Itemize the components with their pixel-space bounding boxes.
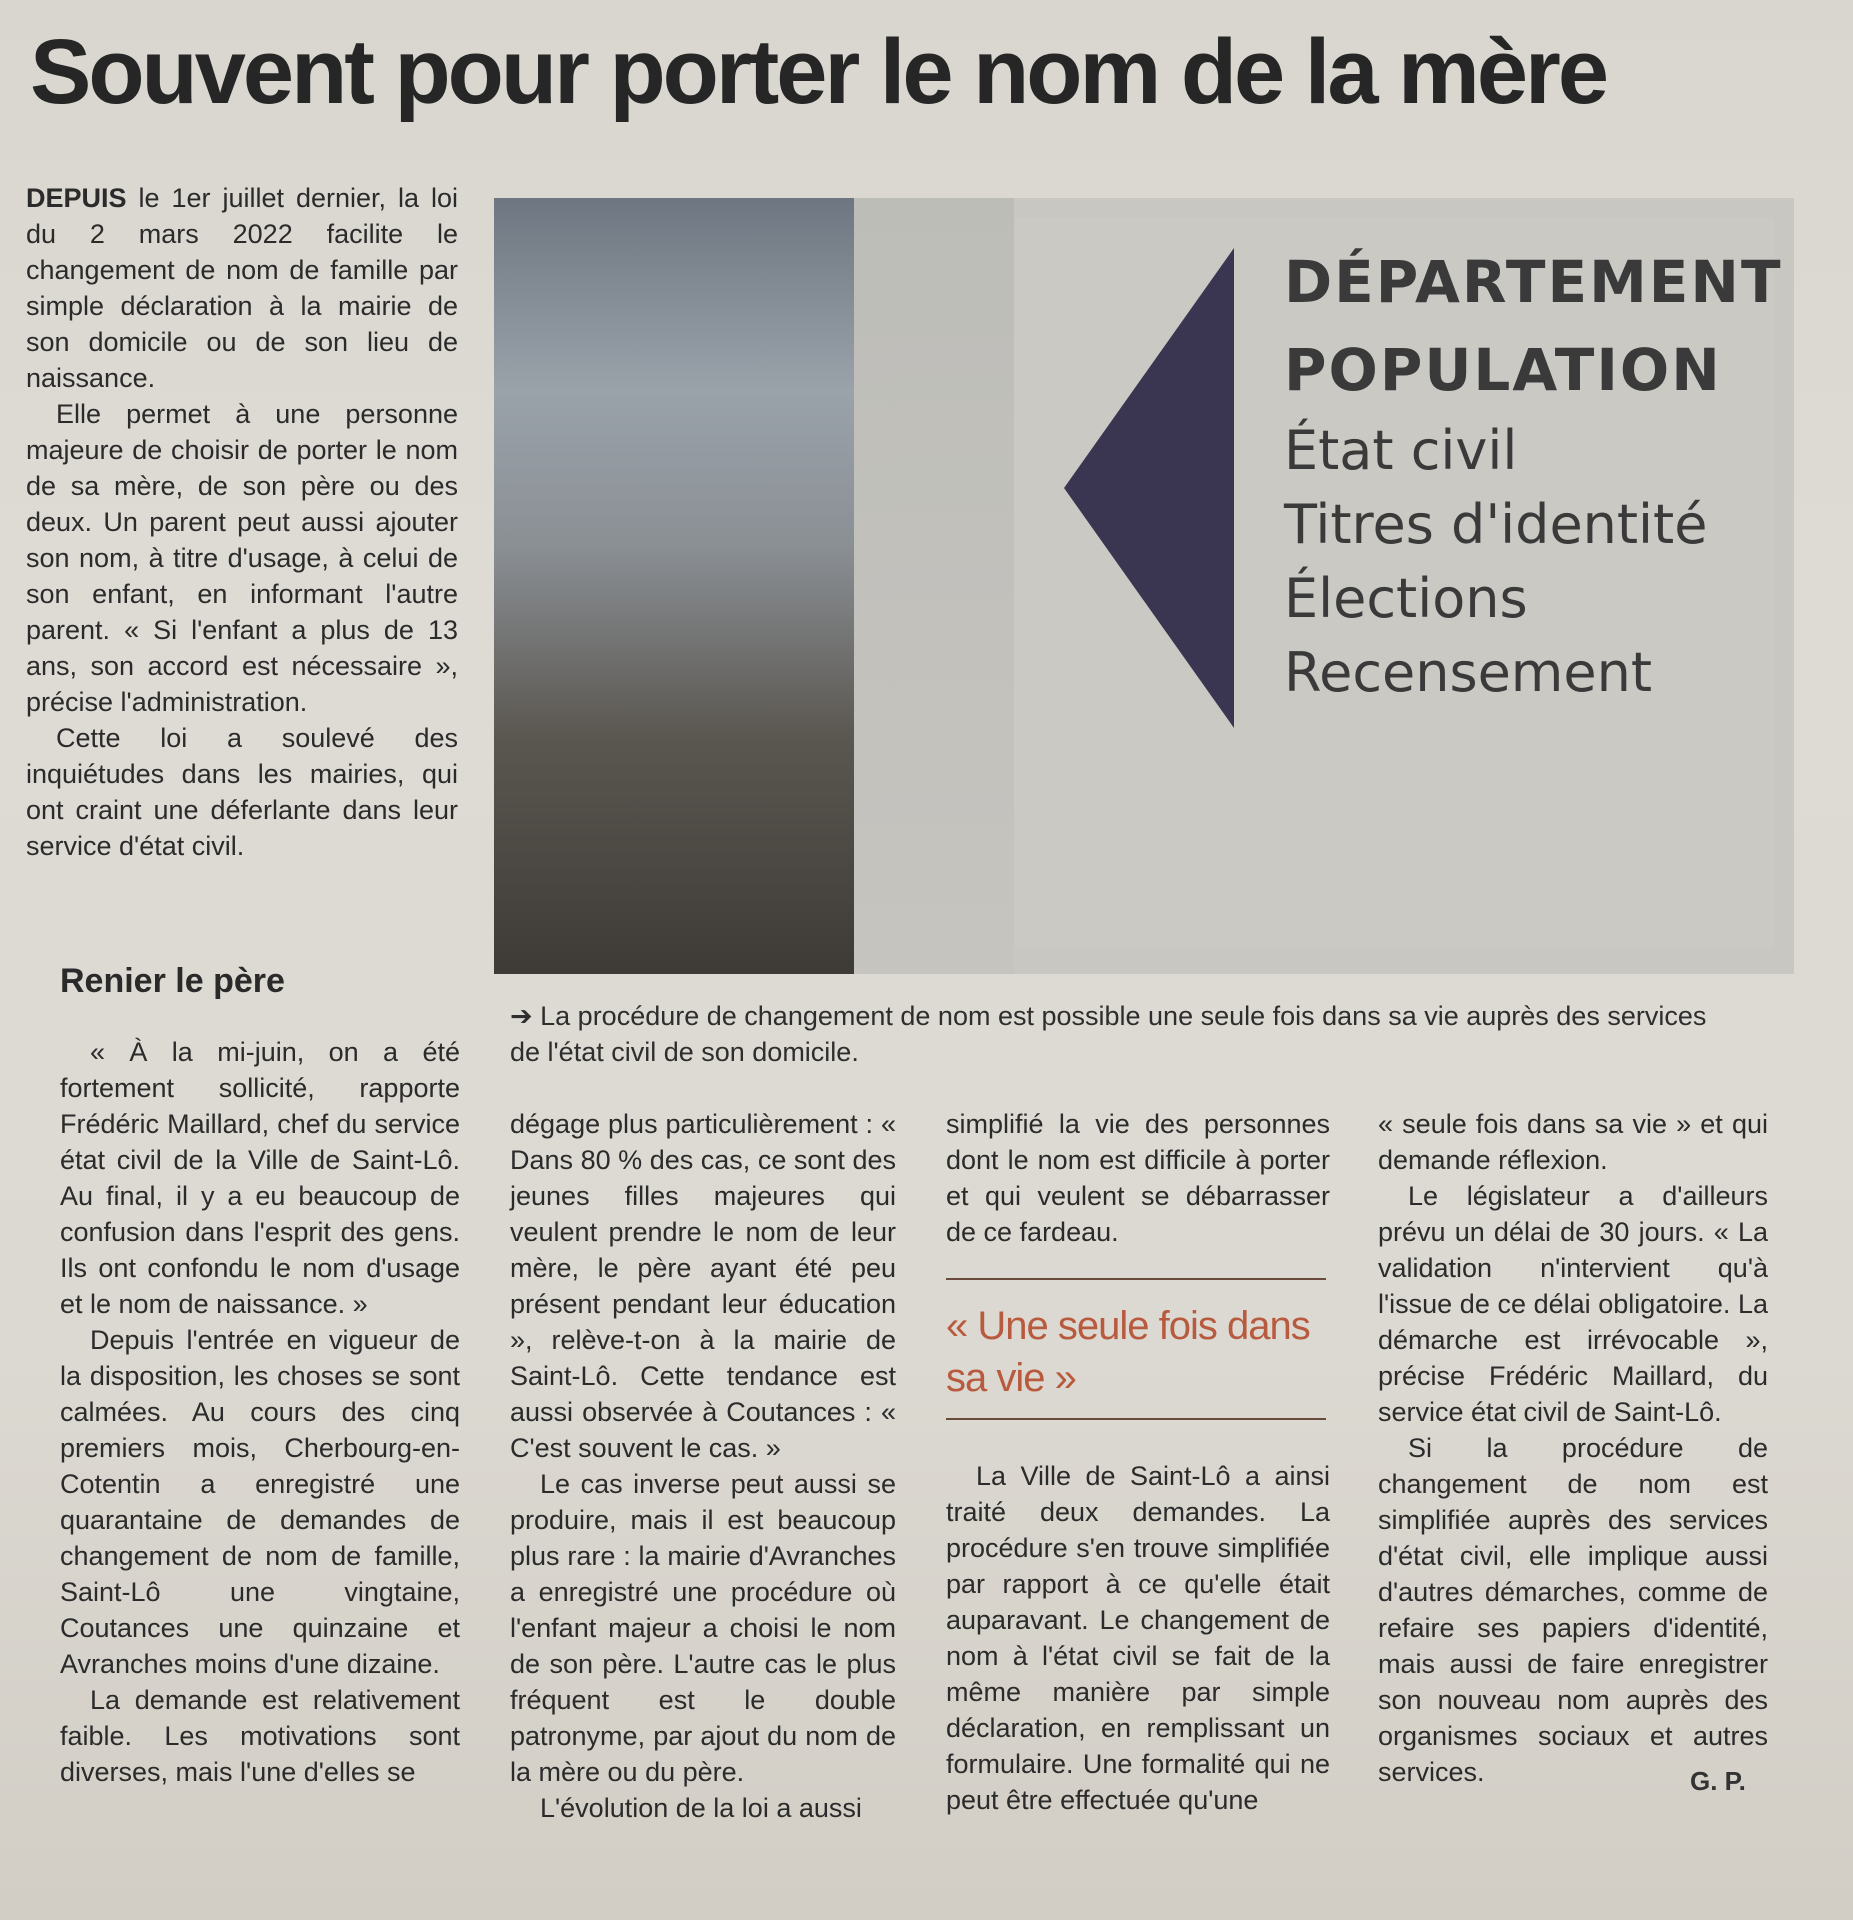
wall [854,198,1014,974]
paragraph: Le législateur a d'ailleurs prévu un délai de 30 jours. « La validation n'intervient qu'à l'issue de ce délai obligatoire. La démarche est irrévocable », précise Frédéric Maillard, du service état civil de Saint-Lô. [1378,1181,1768,1427]
sign-line: Élections [1284,567,1528,630]
lead-word: DEPUIS [26,183,127,213]
paragraph: Cette loi a soulevé des inquiétudes dans les mairies, qui ont craint une déferlante dans leur service d'état civil. [26,723,458,861]
photo-caption [510,998,1710,1070]
corridor-scene [494,198,854,974]
caption-text: La procédure de changement de nom est possible une seule fois dans sa vie auprès des services de l'état civil de son domicile. [510,1001,1707,1067]
byline: G. P. [1690,1766,1746,1796]
subheading: Renier le père [60,962,285,1000]
department-sign [1014,218,1783,948]
paragraph: « À la mi-juin, on a été fortement sollicité, rapporte Frédéric Maillard, chef du service état civil de la Ville de Saint-Lô. Au final, il y a eu beaucoup de confusion dans l'esprit des gens. Ils ont confondu le nom d'usage et le nom de naissance. » [60,1037,460,1319]
column-3-top [946,1106,1330,1250]
pull-quote [946,1278,1326,1420]
column-2 [510,1106,896,1826]
paragraph: « seule fois dans sa vie » et qui demande réflexion. [1378,1109,1768,1175]
paragraph [26,180,458,396]
arrow-left-icon [1064,248,1234,728]
paragraph: Elle permet à une personne majeure de choisir de porter le nom de sa mère, de son père ou des deux. Un parent peut aussi ajouter son nom, à titre d'usage, à celui de son enfant, en informant l'autre parent. « Si l'enfant a plus de 13 ans, son accord est nécessaire », précise l'administration. [26,399,458,717]
column-1-top [26,180,458,864]
paragraph: La Ville de Saint-Lô a ainsi traité deux demandes. La procédure s'en trouve simplifiée par rapport à ce qu'elle était auparavant. Le changement de nom à l'état civil se fait de la même manière par simple déclaration, en remplissant un formulaire. Une formalité qui ne peut être effectuée qu'une [946,1461,1330,1815]
paragraph: simplifié la vie des personnes dont le nom est difficile à porter et qui veulent se débarrasser de ce fardeau. [946,1109,1330,1247]
paragraph: dégage plus particulièrement : « Dans 80 % des cas, ce sont des jeunes filles majeures qui veulent prendre le nom de leur mère, le père ayant été peu présent pendant leur éducation », relève-t-on à la mairie de Saint-Lô. Cette tendance est aussi observée à Coutances : « C'est souvent le cas. » [510,1109,896,1463]
sign-line: Recensement [1284,641,1653,704]
article-photo [494,198,1794,974]
paragraph: Depuis l'entrée en vigueur de la disposition, les choses se sont calmées. Au cours des cinq premiers mois, Cherbourg-en-Cotentin a enregistré une quarantaine de demandes de changement de nom de famille, Saint-Lô une vingtaine, Coutances une quinzaine et Avranches moins d'une dizaine. [60,1325,460,1679]
paragraph: Si la procédure de changement de nom est simplifiée auprès des services d'état civil, elle implique aussi d'autres démarches, comme de refaire ses papiers d'identité, mais aussi de faire enregistrer son nouveau nom auprès des organismes sociaux et autres services. [1378,1433,1768,1787]
paragraph: L'évolution de la loi a aussi [540,1793,862,1823]
column-1-bottom [60,1034,460,1790]
sign-text [1284,238,1784,710]
sign-line: Titres d'identité [1284,493,1708,556]
paragraph: La demande est relativement faible. Les motivations sont diverses, mais l'une d'elles se [60,1685,460,1787]
sign-line: POPULATION [1284,336,1722,404]
headline: Souvent pour porter le nom de la mère [30,21,1606,123]
column-4 [1378,1106,1768,1790]
sign-line: État civil [1284,419,1518,482]
paragraph: Le cas inverse peut aussi se produire, mais il est beaucoup plus rare : la mairie d'Avranches a enregistré une procédure où l'enfant majeur a choisi le nom de son père. L'autre cas le plus fréquent est le double patronyme, par ajout du nom de la mère ou du père. [510,1469,896,1787]
arrow-right-icon: ➔ [510,1001,533,1031]
sign-line: DÉPARTEMENT [1284,248,1783,316]
pull-quote-text: « Une seule fois dans sa vie » [946,1304,1310,1400]
column-3-bottom [946,1458,1330,1818]
paragraph-text: le 1er juillet dernier, la loi du 2 mars 2022 facilite le changement de nom de famille par simple déclaration à la mairie de son domicile ou de son lieu de naissance. [26,183,458,393]
